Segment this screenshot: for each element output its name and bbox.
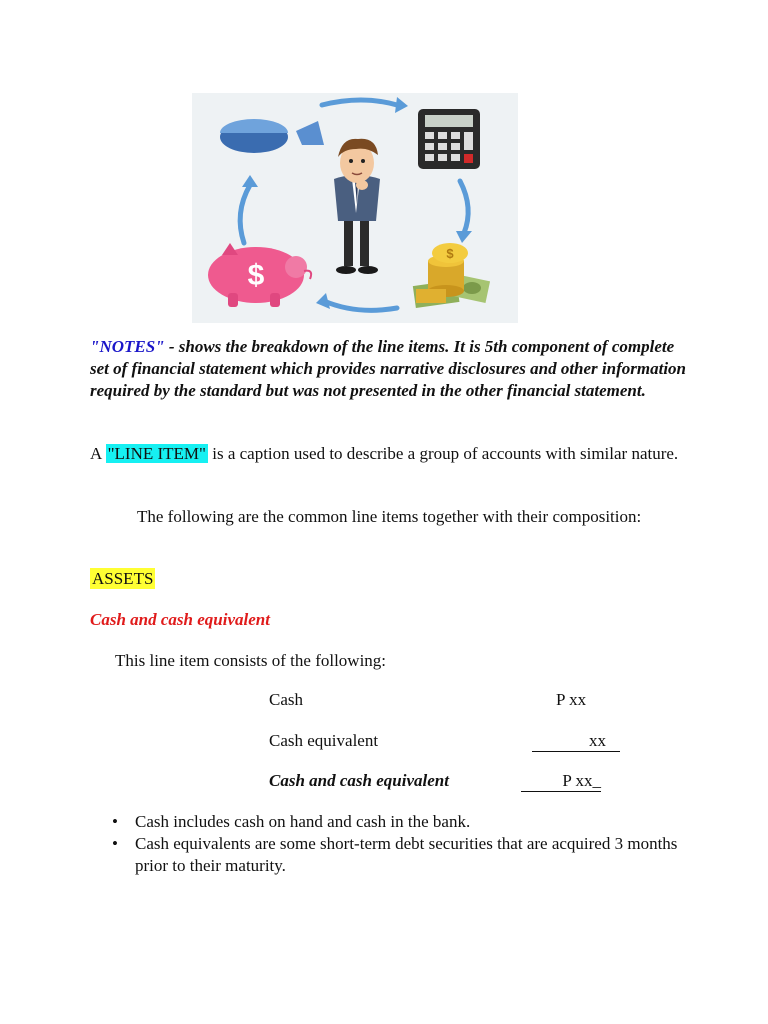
piggy-bank-icon	[208, 243, 311, 307]
person-icon	[334, 139, 380, 274]
line-item-paragraph	[90, 443, 690, 465]
pie-chart-icon	[220, 119, 324, 153]
financial-cycle-illustration	[192, 93, 518, 323]
line-item-text: is a caption used to describe a group of accounts with similar nature.	[207, 444, 679, 463]
consists-paragraph: This line item consists of the following:	[115, 651, 387, 670]
notes-keyword: "NOTES"	[90, 337, 165, 356]
line-item-keyword: "LINE ITEM"	[107, 444, 206, 463]
notes-paragraph	[90, 336, 690, 402]
table-row-value: P xx	[556, 690, 587, 709]
table-row-label: Cash	[269, 690, 303, 709]
table-row-label: Cash equivalent	[269, 731, 379, 750]
list-item: • Cash equivalents are some short-term debt securities that are acquired 3 months prior to their maturity.	[110, 833, 690, 877]
coin-symbol: $	[446, 246, 454, 261]
section-heading: Cash and cash equivalent	[90, 610, 270, 629]
notes-text: - shows the breakdown of the line items. It is 5th component of complete set of financial statement which provides narrative disclosures and other information required by the standard but was not presented in the other financial statement.	[90, 337, 686, 400]
table-total-label: Cash and cash equivalent	[269, 771, 449, 790]
bullet-list	[110, 811, 690, 877]
table-total-value: P xx_	[521, 771, 601, 792]
intro-paragraph: The following are the common line items together with their composition:	[137, 507, 642, 526]
table-row-value: xx	[532, 731, 620, 752]
assets-heading	[90, 568, 690, 590]
calculator-icon	[418, 109, 480, 169]
piggy-bank-symbol: $	[247, 259, 265, 292]
line-item-prefix: A	[90, 444, 106, 463]
list-item: • Cash includes cash on hand and cash in the bank.	[110, 811, 690, 833]
assets-heading-text: ASSETS	[92, 569, 154, 588]
coins-icon	[413, 243, 490, 308]
